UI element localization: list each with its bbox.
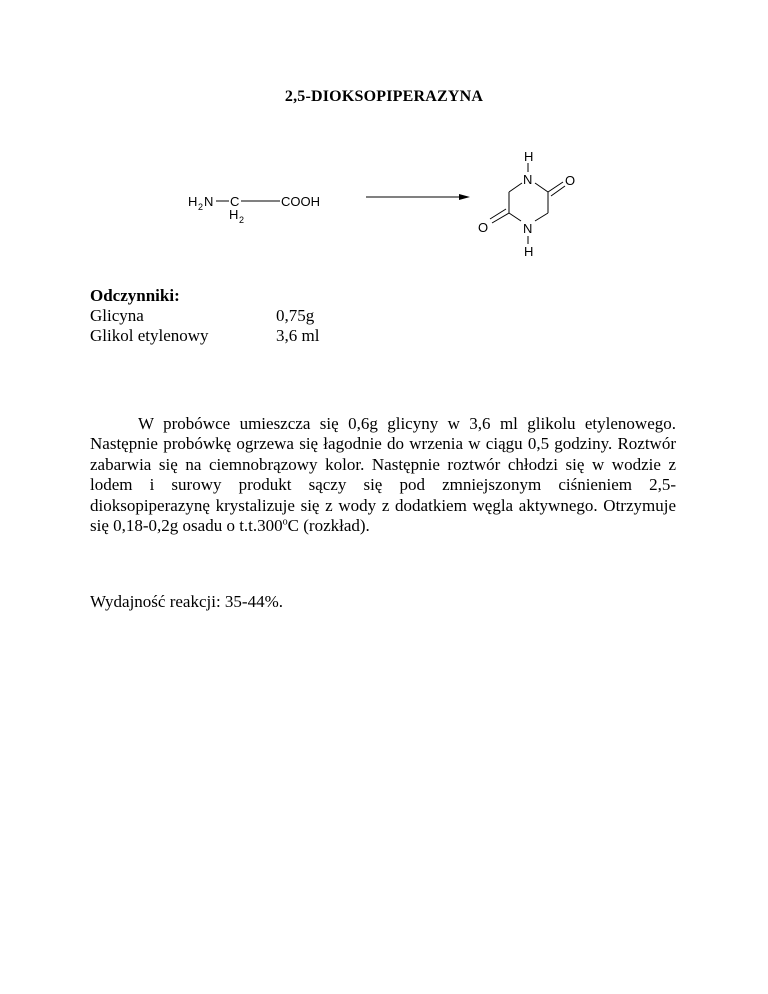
ring-bond [509,183,522,192]
degree-superscript: o [282,516,288,528]
product-top-n: N [523,172,533,187]
yield-line: Wydajność reakcji: 35-44%. [90,592,283,611]
reagents-heading: Odczynniki: [90,286,180,305]
product-bottom-h: H [524,244,534,259]
reactant-h-subscript: 2 [198,202,204,212]
reaction-scheme [0,140,768,270]
reagent-row [90,306,319,326]
carbonyl-bond-left [490,209,506,219]
carbonyl-bond-left [492,213,509,223]
reagent-row [90,326,319,346]
procedure-paragraph [90,414,676,536]
carbonyl-bond-right [548,182,563,192]
document-title: 2,5-DIOKSOPIPERAZYNA [284,88,484,105]
reagents-section [90,286,319,346]
procedure-text-end: C (rozkład). [287,516,370,536]
reaction-arrow [366,194,470,200]
reagent-name: Glikol etylenowy [90,326,209,345]
ring-bond [535,213,548,221]
procedure-text: W probówce umieszcza się 0,6g glicyny w 3,6 ml glikolu etylenowego. Następnie probówkę ogrzewa się łagodnie do wrzenia w ciągu 0,5 godziny. Roztwór zabarwia się na ciemnobrązowy kolor. Następnie roztwór chłodzi się w wodzie z lodem i surowy produkt sączy się pod zmniejszonym ciśnieniem 2,5-dioksopiperazynę krystalizuje się z wody z dodatkiem węgla aktywnego. Otrzymuje się 0,18-0,2g osadu o t.t.300 [90,414,676,536]
reagent-amount: 3,6 ml [276,326,320,345]
reactant-ch2-subscript: 2 [239,215,245,225]
product-left-o: O [478,220,489,235]
product-top-h: H [524,149,534,164]
reactant-h-label: H [188,194,198,209]
reactant-ch2-h-label: H [229,207,239,222]
reactant-glycine [188,194,320,225]
ring-bond [535,183,548,192]
product-diketopiperazine [478,149,575,259]
carbonyl-bond-right [551,186,565,196]
product-right-o: O [565,173,576,188]
ring-bond [509,213,521,221]
reagent-amount: 0,75g [276,306,315,325]
reactant-cooh-label: COOH [281,194,320,209]
reactant-c-label: C [230,194,240,209]
reactant-n-label: N [204,194,214,209]
product-bottom-n: N [523,221,533,236]
reagent-name: Glicyna [90,306,144,325]
